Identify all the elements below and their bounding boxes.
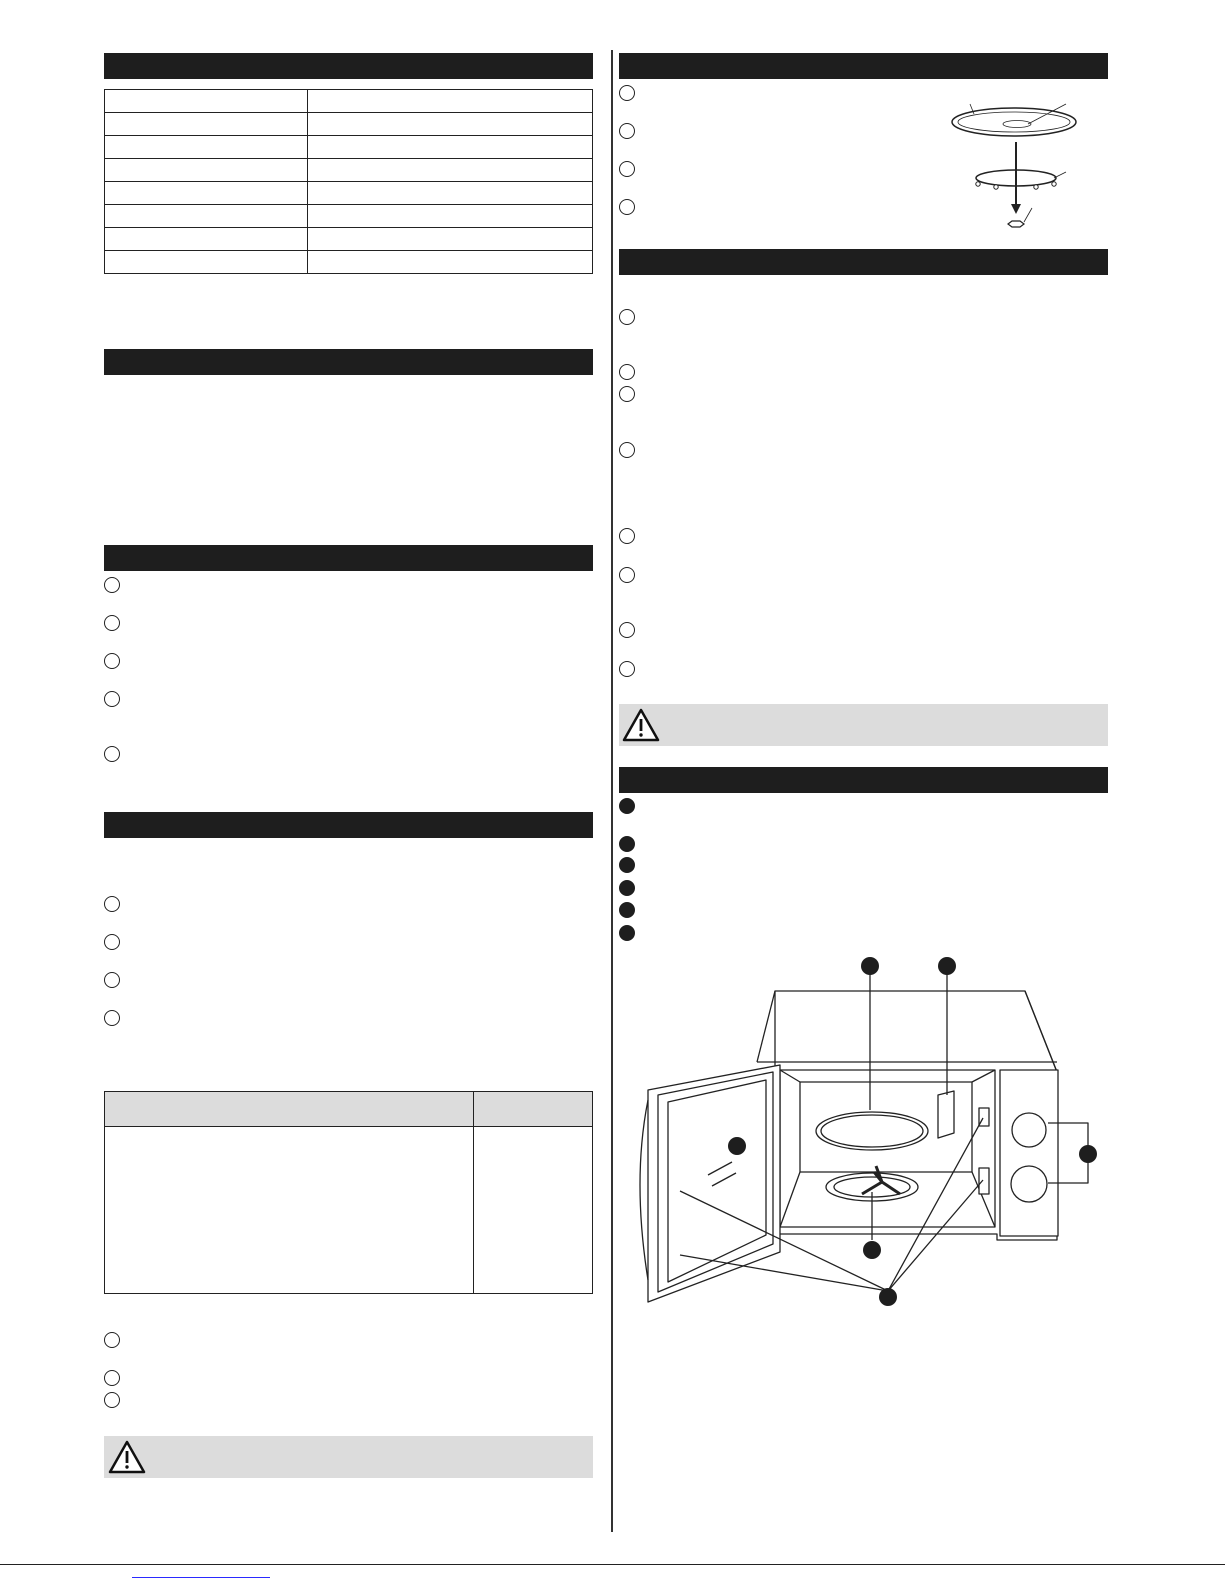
list-bullet bbox=[104, 746, 120, 762]
section-title bbox=[619, 254, 627, 269]
list-bullet-filled bbox=[619, 836, 635, 852]
section-title bbox=[619, 772, 627, 787]
table-row bbox=[105, 205, 593, 228]
table-cell bbox=[105, 182, 308, 205]
table-cell bbox=[105, 113, 308, 136]
list-bullet bbox=[619, 386, 635, 402]
section-header-right-2 bbox=[619, 249, 1108, 275]
column-divider bbox=[611, 50, 613, 1532]
section-title bbox=[104, 58, 112, 73]
list-bullet bbox=[619, 123, 635, 139]
list-bullet-filled bbox=[619, 902, 635, 918]
table-cell bbox=[105, 205, 308, 228]
list-bullet bbox=[104, 896, 120, 912]
list-bullet bbox=[619, 364, 635, 380]
list-bullet bbox=[104, 1332, 120, 1348]
table-cell bbox=[308, 182, 593, 205]
list-bullet-filled bbox=[619, 880, 635, 896]
section-title bbox=[104, 550, 112, 565]
list-bullet-filled bbox=[619, 857, 635, 873]
table-header-cell bbox=[105, 1092, 474, 1127]
section-header-right-1 bbox=[619, 53, 1108, 79]
table-row bbox=[105, 136, 593, 159]
section-title bbox=[104, 354, 112, 369]
table-cell bbox=[474, 1127, 593, 1294]
warning-triangle-icon bbox=[622, 708, 660, 742]
section-header-left-4 bbox=[104, 812, 593, 838]
list-bullet bbox=[619, 528, 635, 544]
list-bullet bbox=[619, 161, 635, 177]
section-header-right-3 bbox=[619, 767, 1108, 793]
list-bullet bbox=[619, 567, 635, 583]
list-bullet bbox=[619, 661, 635, 677]
turntable-illustration bbox=[944, 98, 1084, 233]
list-bullet bbox=[104, 1010, 120, 1026]
list-bullet bbox=[104, 934, 120, 950]
list-bullet bbox=[104, 1392, 120, 1408]
warning-triangle-icon bbox=[108, 1440, 146, 1474]
callout-marker bbox=[861, 957, 879, 975]
microwave-illustration bbox=[620, 950, 1110, 1310]
table-header-row bbox=[105, 1092, 593, 1127]
list-bullet bbox=[619, 85, 635, 101]
table-row bbox=[105, 182, 593, 205]
list-bullet bbox=[619, 309, 635, 325]
table-cell bbox=[308, 251, 593, 274]
table-cell bbox=[308, 228, 593, 251]
section-header-left-2 bbox=[104, 349, 593, 375]
callout-marker bbox=[879, 1288, 897, 1306]
table-cell bbox=[308, 90, 593, 113]
recommendations-table bbox=[104, 1091, 593, 1294]
table-cell bbox=[308, 113, 593, 136]
table-row bbox=[105, 251, 593, 274]
table-row bbox=[105, 90, 593, 113]
control-panel-outline bbox=[1000, 1070, 1058, 1236]
footer-rule bbox=[0, 1564, 1225, 1565]
warning-box-left bbox=[104, 1436, 593, 1478]
table-row bbox=[105, 228, 593, 251]
callout-marker bbox=[1079, 1145, 1097, 1163]
coupler-outline bbox=[1008, 221, 1024, 227]
list-bullet bbox=[104, 653, 120, 669]
table-row bbox=[105, 1127, 593, 1294]
specifications-table bbox=[104, 89, 593, 274]
table-cell bbox=[105, 228, 308, 251]
list-bullet bbox=[104, 615, 120, 631]
list-bullet bbox=[619, 199, 635, 215]
table-cell bbox=[308, 159, 593, 182]
section-title bbox=[104, 817, 112, 832]
section-title bbox=[619, 58, 627, 73]
callout-marker bbox=[938, 957, 956, 975]
table-row bbox=[105, 113, 593, 136]
warning-box-right bbox=[619, 704, 1108, 746]
table-row bbox=[105, 159, 593, 182]
list-bullet bbox=[104, 972, 120, 988]
callout-marker bbox=[863, 1241, 881, 1259]
table-header-cell bbox=[474, 1092, 593, 1127]
list-bullet bbox=[619, 442, 635, 458]
list-bullet bbox=[104, 1370, 120, 1386]
table-cell bbox=[105, 251, 308, 274]
list-bullet-filled bbox=[619, 925, 635, 941]
table-cell bbox=[105, 136, 308, 159]
section-header-left-3 bbox=[104, 545, 593, 571]
table-cell bbox=[105, 1127, 474, 1294]
list-bullet bbox=[104, 691, 120, 707]
list-bullet bbox=[619, 622, 635, 638]
list-bullet-filled bbox=[619, 798, 635, 814]
list-bullet bbox=[104, 577, 120, 593]
table-cell bbox=[105, 159, 308, 182]
table-cell bbox=[308, 136, 593, 159]
section-header-left-1 bbox=[104, 53, 593, 79]
table-cell bbox=[105, 90, 308, 113]
callout-marker bbox=[728, 1137, 746, 1155]
footer-link-underline bbox=[132, 1577, 270, 1578]
table-cell bbox=[308, 205, 593, 228]
